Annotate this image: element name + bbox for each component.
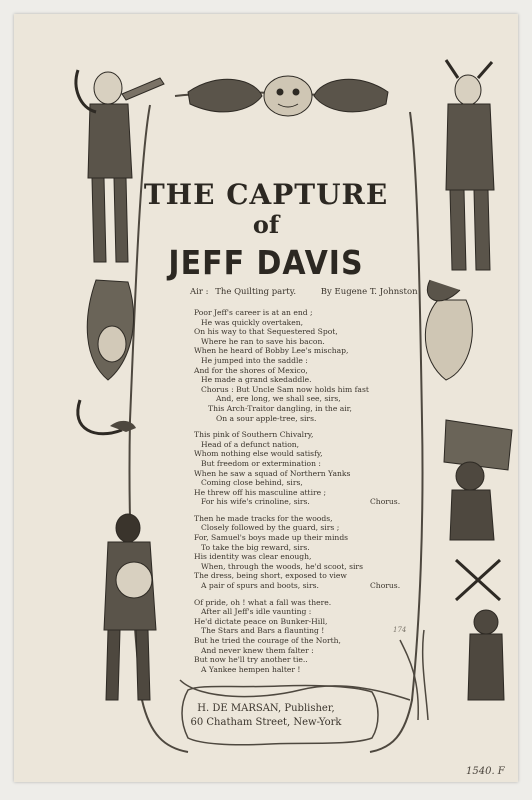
- title-line-1: THE CAPTURE: [143, 178, 389, 211]
- verse-line: Then he made tracks for the woods,: [194, 513, 333, 523]
- child-figures: [450, 462, 504, 700]
- stanza-2: [194, 430, 414, 507]
- verse-line: When he saw a squad of Northern Yanks: [194, 468, 351, 478]
- chorus-marker: Chorus.: [370, 497, 401, 507]
- chorus-line: On a sour apple-tree, sirs.: [216, 413, 317, 423]
- verse-line: When he heard of Bobby Lee's mischap,: [194, 346, 349, 356]
- stanza-1: [194, 308, 414, 423]
- moon-face: [425, 280, 472, 380]
- verse-line: But now he'll try another tie..: [194, 655, 308, 665]
- verse-line: Of pride, oh ! what a fall was there.: [194, 597, 332, 607]
- bird: [110, 421, 136, 432]
- air-author: By Eugene T. Johnston: [320, 287, 418, 297]
- air-label: Air :: [190, 287, 209, 297]
- verse-line: Head of a defunct nation,: [201, 439, 300, 449]
- chorus-line: Chorus : But Uncle Sam now holds him fast: [201, 384, 369, 394]
- publisher-name: H. DE MARSAN, Publisher,: [197, 703, 335, 714]
- chorus-marker: Chorus.: [370, 581, 401, 591]
- verse-line: Where he ran to save his bacon.: [201, 336, 325, 346]
- air-tune: The Quilting party.: [215, 287, 297, 297]
- title-line-3: JEFF DAVIS: [168, 244, 364, 283]
- sun-face: [188, 76, 388, 116]
- chorus-line: This Arch-Traitor dangling, in the air,: [208, 403, 352, 413]
- air-line: [190, 287, 418, 297]
- verse-line: And never knew them falter :: [201, 645, 314, 655]
- verse-line: A Yankee hempen halter !: [201, 664, 301, 674]
- verse-line: To take the big reward, sirs.: [201, 542, 310, 552]
- cradle: [444, 420, 512, 470]
- banjo-player: [104, 514, 156, 700]
- publisher-address: 60 Chatham Street, New-York: [190, 717, 342, 728]
- verse-line: [194, 497, 414, 507]
- verse-line: He was quickly overtaken,: [201, 317, 304, 327]
- verse-line: Coming close behind, sirs,: [201, 478, 303, 488]
- verses: [194, 308, 414, 681]
- publisher-block: [0, 702, 532, 730]
- verse-line: After all Jeff's idle vaunting :: [201, 607, 312, 617]
- verse-line: But freedom or extermination :: [201, 458, 321, 468]
- verse-line: When, through the woods, he'd scoot, sirs: [201, 561, 363, 571]
- verse-line: [194, 581, 414, 591]
- verse-line: The dress, being short, exposed to view: [194, 571, 347, 581]
- verse-line: On his way to that Sequestered Spot,: [194, 327, 338, 337]
- verse-line: But he tried the courage of the North,: [194, 636, 341, 645]
- verse-line: The Stars and Bars a flaunting !: [201, 626, 325, 636]
- singer-face: [78, 280, 134, 434]
- verse-line: He jumped into the saddle :: [201, 355, 308, 365]
- verse-line: Closely followed by the guard, sirs ;: [201, 523, 340, 533]
- verse-line: He'd dictate peace on Bunker-Hill,: [194, 616, 328, 626]
- verse-text: A pair of spurs and boots, sirs.: [201, 581, 319, 591]
- title-line-2: of: [252, 210, 280, 239]
- stanza-4: [194, 598, 414, 675]
- verse-line: He threw off his masculine attire ;: [194, 487, 327, 497]
- chorus-line: And, ere long, we shall see, sirs,: [216, 394, 341, 404]
- verse-line: And for the shores of Mexico,: [194, 365, 308, 375]
- verse-line: For, Samuel's boys made up their minds: [194, 533, 349, 543]
- verse-line: This pink of Southern Chivalry,: [194, 430, 314, 440]
- verse-line: His identity was clear enough,: [194, 552, 312, 562]
- stanza-3: [194, 514, 414, 591]
- pencil-mark: 174: [393, 626, 407, 634]
- verse-text: For his wife's crinoline, sirs.: [201, 497, 310, 507]
- catalog-number: 1540. F: [466, 766, 505, 777]
- verse-line: Whom nothing else would satisfy,: [194, 449, 323, 459]
- verse-line: Poor Jeff's career is at an end ;: [194, 308, 313, 317]
- verse-line: He made a grand skedaddle.: [201, 375, 312, 385]
